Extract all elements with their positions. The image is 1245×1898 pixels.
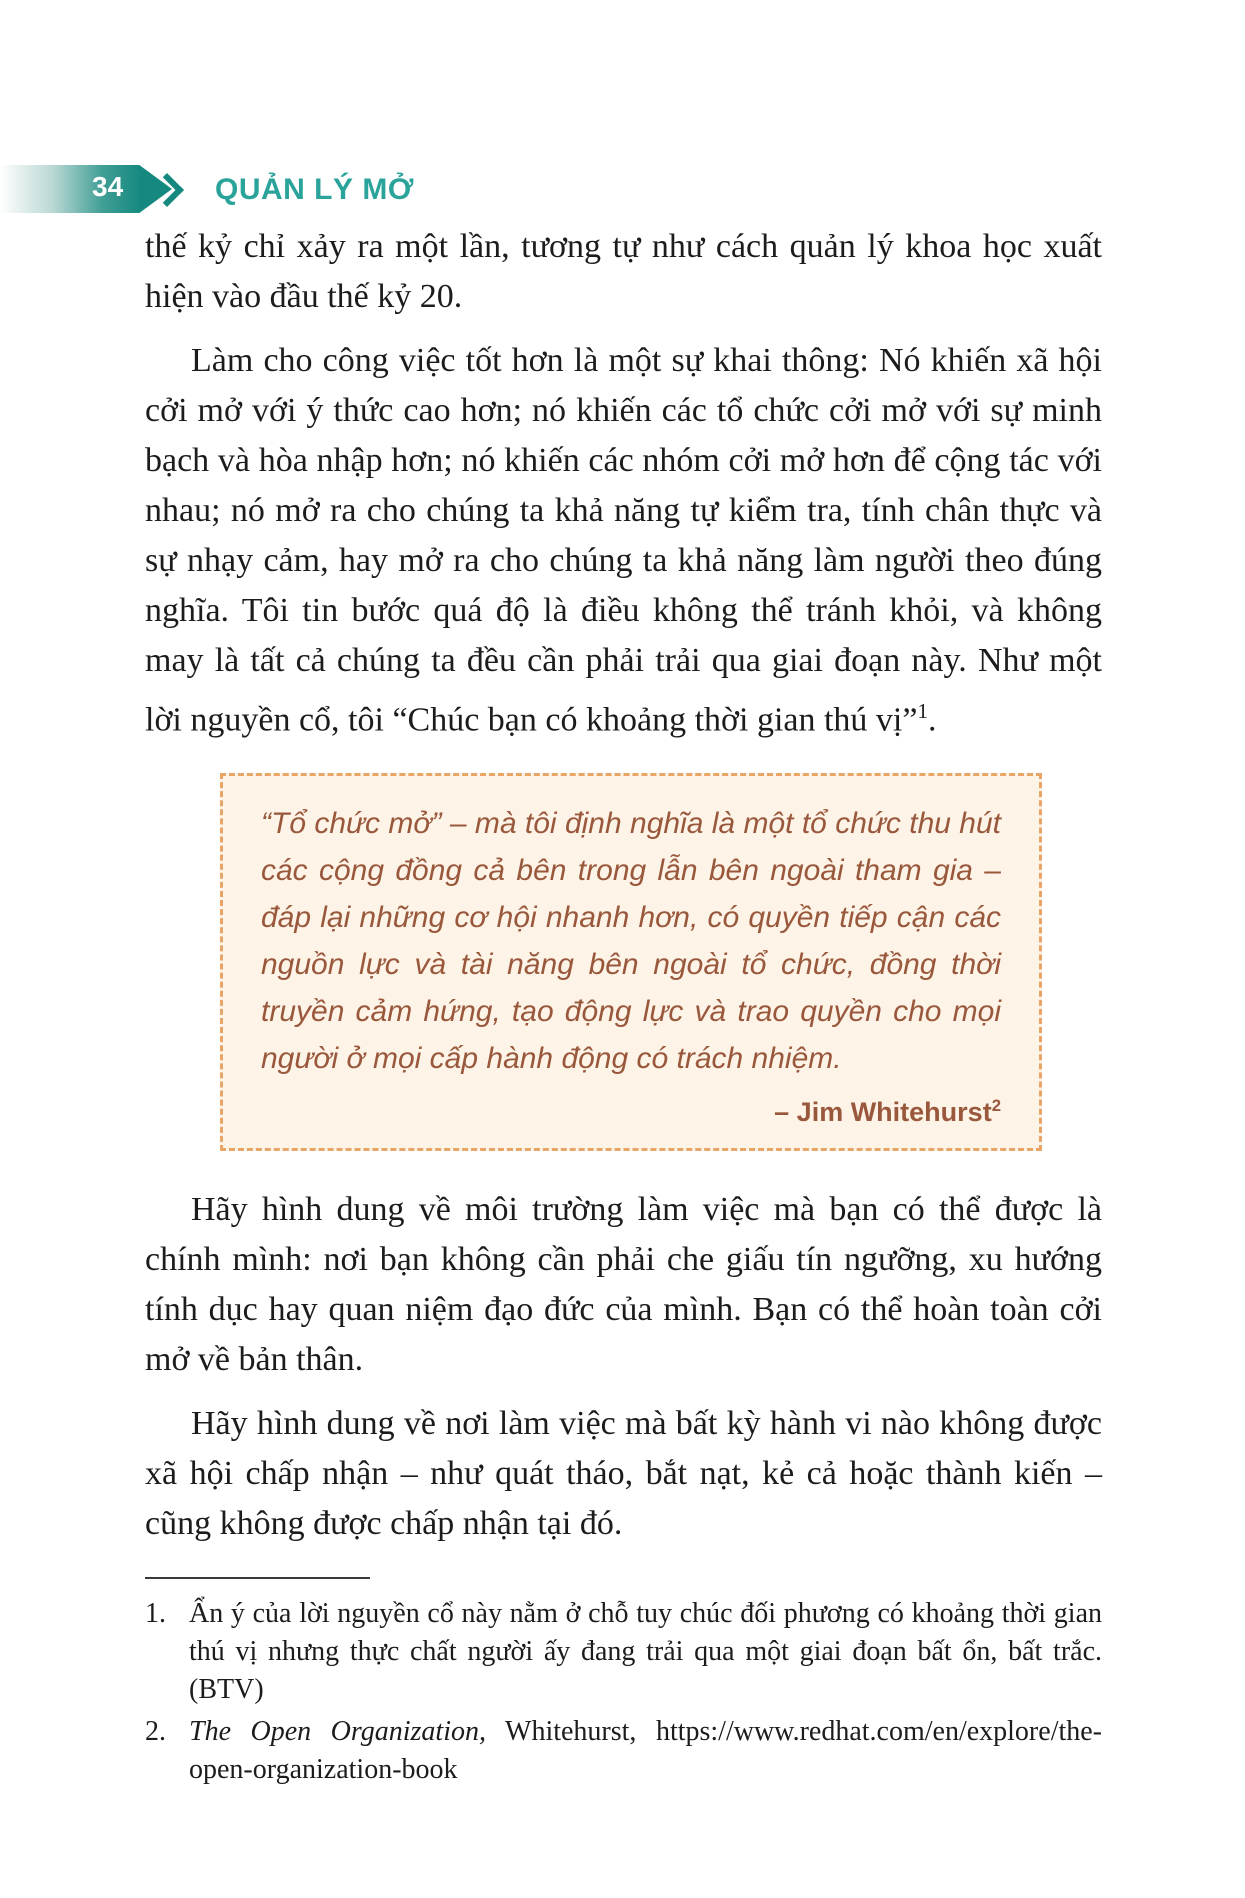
chapter-title: QUẢN LÝ MỞ <box>215 173 414 206</box>
quote-attribution-name: – Jim Whitehurst <box>774 1097 992 1128</box>
page-number-arrow-band <box>0 165 172 213</box>
footnote-2-text <box>189 1713 1102 1789</box>
footnote-1-text: Ẩn ý của lời nguyền cổ này nằm ở chỗ tuy chúc đối phương có khoảng thời gian thú vị nhưng thực chất người ấy đang trải qua một giai đoạn bất ổn, bất trắc. (BTV) <box>189 1598 1102 1706</box>
footnote-separator <box>145 1577 370 1579</box>
quote-text: “Tổ chức mở” – mà tôi định nghĩa là một tổ chức thu hút các cộng đồng cả bên trong lẫn bên ngoài tham gia – đáp lại những cơ hội nhanh hơn, có quyền tiếp cận các nguồn lực và tài năng bên ngoài tổ chức, đồng thời truyền cảm hứng, tạo động lực và trao quyền cho mọi người ở mọi cấp hành động có trách nhiệm. <box>261 807 1001 1076</box>
footnote-1-number: 1. <box>145 1598 166 1630</box>
paragraph-2-period: . <box>928 701 937 739</box>
quote-box <box>220 773 1042 1151</box>
paragraph-4: Hãy hình dung về nơi làm việc mà bất kỳ hành vi nào không được xã hội chấp nhận – như quát tháo, bắt nạt, kẻ cả hoặc thành kiến – cũng không được chấp nhận tại đó. <box>145 1405 1102 1543</box>
footnote-2 <box>145 1713 1102 1789</box>
footnote-2-book-title: The Open Organization, <box>189 1716 486 1748</box>
footnote-2-rest: Whitehurst, https://www.redhat.com/en/explore/the-open-organization-book <box>189 1716 1102 1786</box>
paragraph-continuation: thế kỷ chỉ xảy ra một lần, tương tự như cách quản lý khoa học xuất hiện vào đầu thế kỷ 20. <box>145 228 1102 315</box>
text-column <box>145 222 1102 1789</box>
quote-attribution <box>261 1086 1001 1132</box>
footnotes-section <box>145 1577 1102 1789</box>
footnote-2-number: 2. <box>145 1716 166 1748</box>
page-header <box>0 165 1245 215</box>
footnote-1 <box>145 1595 1102 1709</box>
footnote-ref-1: 1 <box>917 699 929 723</box>
footnote-ref-2: 2 <box>991 1096 1001 1116</box>
paragraph-3: Hãy hình dung về môi trường làm việc mà bạn có thể được là chính mình: nơi bạn không cần phải che giấu tín ngưỡng, xu hướng tính dục hay quan niệm đạo đức của mình. Bạn có thể hoàn toàn cởi mở về bản thân. <box>145 1191 1102 1379</box>
paragraph-2-text: Làm cho công việc tốt hơn là một sự khai thông: Nó khiến xã hội cởi mở với ý thức cao hơn; nó khiến các tổ chức cởi mở với sự minh bạch và hòa nhập hơn; nó khiến các nhóm cởi mở hơn để cộng tác với nhau; nó mở ra cho chúng ta khả năng tự kiểm tra, tính chân thực và sự nhạy cảm, hay mở ra cho chúng ta khả năng làm người theo đúng nghĩa. Tôi tin bước quá độ là điều không thể tránh khỏi, và không may là tất cả chúng ta đều cần phải trải qua giai đoạn này. Như một lời nguyền cổ, tôi “Chúc bạn có khoảng thời gian thú vị” <box>145 342 1102 739</box>
page-number: 34 <box>92 171 124 202</box>
paragraph-2 <box>145 336 1102 745</box>
